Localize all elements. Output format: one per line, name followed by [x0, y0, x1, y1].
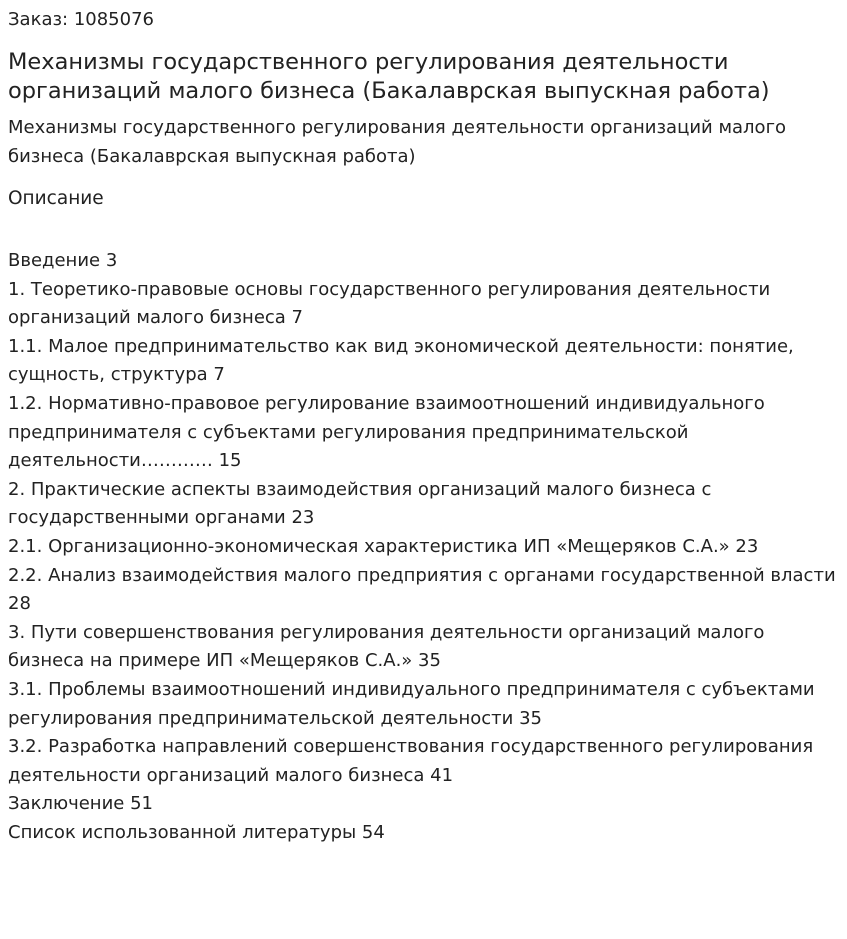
- toc-item: Введение 3: [8, 250, 118, 271]
- order-number: Заказ: 1085076: [8, 9, 154, 30]
- toc-item: 2. Практические аспекты взаимодействия организаций малого бизнеса с государственными органами 23: [8, 478, 712, 529]
- page-title: Механизмы государственного регулирования деятельности организаций малого бизнеса (Бакалаврская выпускная работа): [8, 49, 770, 104]
- toc-item: 3.1. Проблемы взаимоотношений индивидуального предпринимателя с субъектами регулирования предпринимательской деятельности 35: [8, 678, 815, 729]
- page-subtitle: Механизмы государственного регулирования деятельности организаций малого бизнеса (Бакалаврская выпускная работа): [8, 117, 787, 167]
- toc-item: 2.1. Организационно-экономическая характеристика ИП «Мещеряков С.А.» 23: [8, 535, 759, 557]
- toc-item: 1.2. Нормативно-правовое регулирование взаимоотношений индивидуального предпринимателя с субъектами регулирования предпринимательской деятельности………… 15: [8, 392, 765, 472]
- table-of-contents: [8, 247, 840, 847]
- toc-item: Заключение 51: [8, 793, 153, 815]
- toc-item: 1. Теоретико-правовые основы государственного регулирования деятельности организаций малого бизнеса 7: [8, 278, 771, 329]
- toc-item: 3.2. Разработка направлений совершенствования государственного регулирования деятельности организаций малого бизнеса 41: [8, 736, 814, 786]
- toc-item: Список использованной литературы 54: [8, 821, 385, 843]
- description-heading: Описание: [8, 188, 104, 209]
- toc-item: 3. Пути совершенствования регулирования деятельности организаций малого бизнеса на примере ИП «Мещеряков С.А.» 35: [8, 621, 765, 672]
- toc-item: 2.2. Анализ взаимодействия малого предприятия с органами государственной власти 28: [8, 564, 836, 615]
- toc-item: 1.1. Малое предпринимательство как вид экономической деятельности: понятие, сущность, структура 7: [8, 335, 794, 386]
